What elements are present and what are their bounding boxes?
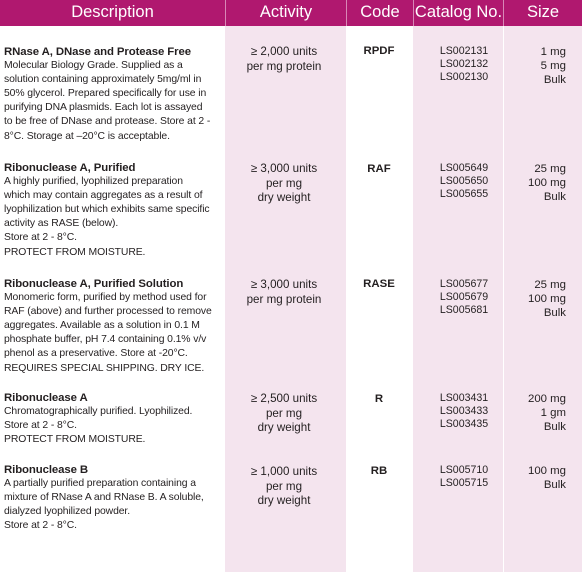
activity-line: ≥ 3,000 units [250, 278, 318, 291]
description-line: 50% glycerol. Prepared specifically for use in [4, 88, 207, 100]
activity-line: per mg protein [246, 292, 322, 306]
size-value: 1 gm [540, 407, 566, 419]
product-code: RAF [367, 163, 391, 175]
description-line: phosphate buffer, pH 7.4 containing 0.1% v/v [4, 334, 207, 346]
size-value: 100 mg [528, 465, 566, 477]
catalog-number: LS003435 [439, 418, 489, 431]
size-value: 25 mg [534, 163, 566, 175]
catalog-number: LS002131 [439, 45, 489, 57]
description-line: solution containing approximately 5mg/ml in [4, 74, 202, 86]
activity-line: ≥ 3,000 units [250, 162, 318, 175]
header-activity: Activity [259, 3, 313, 21]
size-value: Bulk [543, 191, 566, 203]
product-name: Ribonuclease B [4, 464, 89, 476]
description-line: aggregates. Available as a solution in 0.1 M [4, 320, 200, 332]
size-cell [500, 45, 566, 87]
activity-line: ≥ 2,000 units [250, 45, 318, 58]
description-line: phenol as a preservative. Store at -20°C. [4, 348, 188, 360]
product-description [4, 463, 218, 533]
product-code: RASE [363, 278, 395, 290]
size-value: 1 mg [540, 46, 566, 58]
product-description [4, 45, 218, 144]
activity-cell [228, 392, 340, 436]
product-code: R [374, 393, 384, 405]
description-line: to be free of DNase and protease. Store at 2 - [4, 116, 211, 128]
description-line: A partially purified preparation containing a [4, 478, 196, 490]
activity-cell [228, 45, 340, 74]
description-line: RAF (above) and further processed to remove [4, 306, 212, 318]
product-description [4, 161, 218, 260]
catalog-cell [426, 464, 502, 490]
catalog-cell [426, 278, 502, 318]
catalog-number: LS005655 [439, 188, 489, 201]
catalog-number: LS005681 [439, 304, 489, 317]
activity-cell [228, 465, 340, 509]
catalog-number: LS005715 [439, 477, 489, 490]
size-cell [500, 392, 566, 434]
catalog-number: LS005677 [439, 278, 489, 290]
description-line: activity as RASE (below). [4, 218, 119, 230]
description-line: PROTECT FROM MOISTURE. [4, 246, 146, 258]
catalog-number: LS005710 [439, 464, 489, 476]
header-code: Code [360, 3, 400, 21]
activity-line: per mg [265, 479, 303, 493]
catalog-number: LS002130 [439, 71, 489, 84]
product-name: Ribonuclease A, Purified Solution [4, 278, 184, 290]
size-value: 200 mg [528, 393, 566, 405]
size-value: Bulk [543, 74, 566, 86]
description-line: A highly purified, lyophilized preparation [4, 176, 183, 188]
description-line: purifying DNA plasmids. Each lot is assayed [4, 102, 203, 114]
description-line: Store at 2 - 8°C. [4, 420, 77, 432]
catalog-number: LS005679 [439, 291, 489, 304]
size-value: 100 mg [528, 293, 566, 305]
description-line: PROTECT FROM MOISTURE. [4, 434, 146, 446]
product-name: RNase A, DNase and Protease Free [4, 46, 191, 58]
description-line: 8°C. Storage at –20°C is acceptable. [4, 130, 170, 142]
catalog-number: LS002132 [439, 58, 489, 71]
size-value: Bulk [543, 307, 566, 319]
activity-cell [228, 278, 340, 307]
header-catalog: Catalog No. [414, 3, 503, 21]
description-line: dialyzed lyophilized powder. [4, 506, 131, 518]
header-description: Description [71, 3, 154, 21]
activity-cell [228, 162, 340, 206]
size-value: Bulk [543, 479, 566, 491]
size-value: Bulk [543, 421, 566, 433]
description-line: lyophilization but which exhibits same specific [4, 204, 210, 216]
product-name: Ribonuclease A, Purified [4, 162, 136, 174]
size-value: 5 mg [540, 60, 566, 72]
catalog-number: LS003433 [439, 405, 489, 418]
size-value: 25 mg [534, 279, 566, 291]
description-line: REQUIRES SPECIAL SHIPPING. DRY ICE. [4, 362, 205, 374]
product-description [4, 277, 218, 376]
catalog-number: LS005649 [439, 162, 489, 174]
product-name: Ribonuclease A [4, 392, 88, 404]
catalog-number: LS005650 [439, 175, 489, 188]
description-line: Monomeric form, purified by method used for [4, 292, 207, 304]
size-value: 100 mg [528, 177, 566, 189]
activity-line: ≥ 1,000 units [250, 465, 318, 478]
description-line: Chromatographically purified. Lyophilized. [4, 406, 193, 418]
activity-line: per mg [265, 176, 303, 190]
product-description [4, 391, 218, 447]
catalog-cell [426, 45, 502, 85]
activity-line: dry weight [257, 191, 311, 204]
product-code: RPDF [363, 45, 395, 57]
catalog-cell [426, 162, 502, 202]
description-line: Store at 2 - 8°C. [4, 520, 77, 532]
catalog-cell [426, 392, 502, 432]
size-cell [500, 278, 566, 320]
catalog-number: LS003431 [439, 392, 489, 404]
description-line: Store at 2 - 8°C. [4, 232, 77, 244]
size-cell [500, 162, 566, 204]
description-line: which may contain aggregates as a result of [4, 190, 203, 202]
product-code: RB [370, 465, 388, 477]
activity-line: dry weight [257, 421, 311, 434]
activity-line: per mg protein [246, 59, 322, 73]
size-cell [500, 464, 566, 492]
table-header [0, 0, 582, 26]
activity-line: ≥ 2,500 units [250, 392, 318, 405]
description-line: mixture of RNase A and RNase B. A soluble, [4, 492, 204, 504]
activity-line: per mg [265, 406, 303, 420]
description-line: Molecular Biology Grade. Supplied as a [4, 60, 183, 72]
activity-line: dry weight [257, 494, 311, 507]
header-size: Size [526, 3, 560, 21]
